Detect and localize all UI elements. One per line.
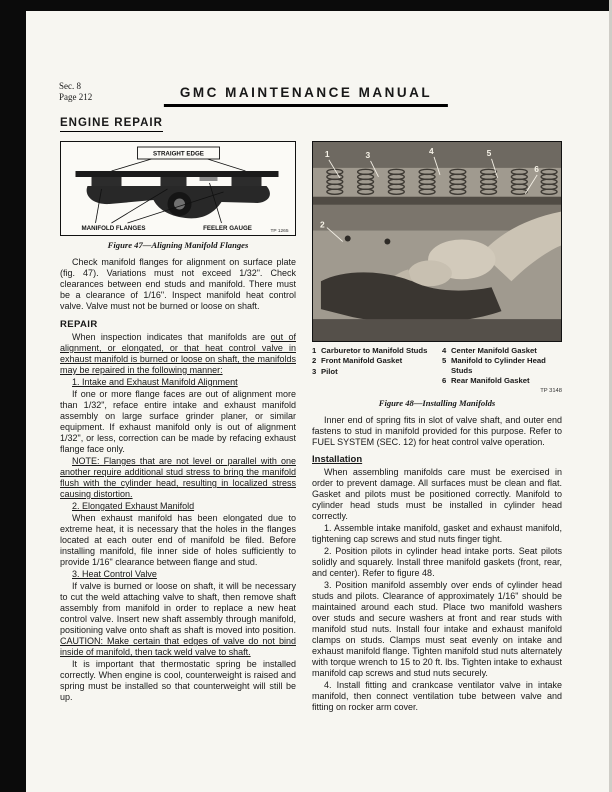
paragraph — [60, 257, 296, 312]
stud — [384, 239, 390, 245]
legend-label: Pilot — [321, 366, 338, 376]
text-run: When exhaust manifold has been elongated due to extreme heat, it is necessary that the holes in the flanges located at each outer end of manifold be filed. Before installing manifold, file inner side of holes sufficiently to provide 1/16" clearance between flange and stud. — [60, 513, 296, 567]
manual-title: GMC MAINTENANCE MANUAL — [164, 85, 448, 107]
text-run: If valve is burned or loose on shaft, it will be necessary to cut the weld attaching valve to shaft, then remove shaft assembly from manifold in order to replace a new heat control valve. Insert new shaft assembly through manifold, positioning valve onto shaft as shaft is moved into position. — [60, 581, 296, 635]
figure-48-caption: Figure 48—Installing Manifolds — [378, 397, 496, 408]
repair-heading: REPAIR — [60, 319, 98, 330]
engine-top-shadow — [313, 142, 561, 168]
left-column — [60, 141, 296, 714]
paragraph — [60, 659, 296, 703]
figure-47 — [60, 141, 296, 236]
text-run: Check manifold flanges for alignment on surface plate (fig. 47). Variations must not exceed 1/32". Check clearances between end studs and manifold. There must be a clearance of 1/16". Inspect manifold heat control valve. Valve must not be burned or loose on shaft. — [60, 257, 296, 311]
mechanic-hand — [408, 260, 452, 286]
numbered-heading — [60, 377, 296, 388]
legend-number: 5 — [442, 356, 447, 366]
legend-number: 4 — [442, 346, 447, 355]
paragraph — [60, 513, 296, 568]
figure-47-drawing — [61, 142, 295, 235]
text-run-underlined: NOTE: Flanges that are not level or parallel with one another require additional stud stress to bring the manifold flush with the cylinder head, resulting in localized stress causing distortion. — [60, 456, 296, 499]
plate-number: TP 3148 — [540, 387, 562, 394]
right-column — [312, 141, 562, 714]
paragraph — [60, 389, 296, 455]
text-run: If one or more flange faces are out of alignment more than 1/32", reface entire intake and exhaust manifold assembly on large surface grinder planer, or similar equipment. If exhaust manifold only is out of alignment 1/32", or less, correction can be made by refacing exhaust flange face only. — [60, 389, 296, 454]
manifold-flange-pad — [161, 177, 187, 187]
manifold-flange-pad — [92, 177, 122, 187]
straight-edge-bar — [76, 171, 279, 177]
legend-number: 3 — [312, 366, 317, 376]
figure-48-photo — [313, 142, 561, 341]
installation-heading: Installation — [312, 453, 363, 465]
text-run-underlined: CAUTION: Make certain that edges of valve do not bind inside of manifold, then tack weld valve to shaft. — [60, 636, 296, 657]
callout-5: 5 — [486, 147, 492, 158]
legend-number: 1 — [312, 346, 317, 355]
legend-number: 6 — [442, 376, 447, 386]
legend-item — [442, 346, 562, 355]
note-paragraph — [60, 456, 296, 500]
leader-line — [112, 159, 152, 171]
numbered-heading — [60, 569, 296, 580]
feeler-gauge-blade — [200, 177, 218, 181]
figure-48-legend — [312, 346, 562, 387]
legend-label: Carburetor to Manifold Studs — [321, 346, 428, 355]
text-run-underlined: 1. Intake and Exhaust Manifold Alignment — [72, 377, 238, 387]
figure-48 — [312, 141, 562, 342]
scan-edge-top — [0, 0, 612, 11]
legend-item — [442, 376, 562, 385]
legend-item — [312, 346, 432, 355]
callout-6: 6 — [534, 163, 539, 174]
legend-label: Manifold to Cylinder Head Studs — [451, 356, 546, 375]
section-number: Sec. 8 — [59, 81, 81, 91]
text-run: It is important that thermostatic spring be installed correctly. When engine is cool, counterweight is raised and spring must be installed so that counterweight will still be up. — [60, 659, 296, 702]
callout-1: 1 — [324, 148, 330, 159]
stud — [345, 236, 351, 242]
leader-line — [208, 159, 246, 171]
paragraph — [60, 581, 296, 658]
legend-column-left — [312, 346, 432, 387]
page-number: Page 212 — [59, 92, 93, 102]
text-run: When assembling manifolds care must be exercised in order to prevent damage. All surfaces must be clean and flat. Gasket and pilots must be positioned correctly. Manifold to cylinder head studs must be installed in cylinder head correctly. — [312, 466, 562, 521]
text-run: 1. Assemble intake manifold, gasket and exhaust manifold, tightening cap screws and stud nuts finger tight. — [312, 522, 562, 544]
manifold-flanges-label: MANIFOLD FLANGES — [81, 225, 146, 232]
legend-label: Rear Manifold Gasket — [451, 376, 530, 386]
legend-label: Center Manifold Gasket — [451, 346, 537, 355]
text-run: When inspection indicates that manifolds are — [72, 332, 271, 342]
text-run: 4. Install fitting and crankcase ventilator valve in intake manifold, then connect ventilation tube between valve and fitting on rocker arm cover. — [312, 679, 562, 712]
paragraph — [60, 332, 296, 376]
scan-edge-left — [0, 0, 26, 792]
text-run-underlined: 2. Elongated Exhaust Manifold — [72, 501, 195, 511]
legend-item — [312, 356, 432, 365]
paragraph — [312, 467, 562, 522]
legend-item — [312, 367, 432, 376]
figure-47-caption: Figure 47—Aligning Manifold Flanges — [107, 240, 249, 250]
text-run-underlined: out of alignment, or elongated, or that heat control valve in exhaust manifold is burned or loose on shaft, the manifolds may be repaired in the following manner: — [60, 332, 296, 375]
legend-item — [442, 356, 562, 375]
manifold-flange-pad — [232, 177, 262, 187]
section-page-indicator — [59, 81, 92, 103]
plate-number: TP 1265 — [270, 229, 289, 234]
photo-bottom-shadow — [313, 319, 561, 341]
text-run: 2. Position pilots in cylinder head intake ports. Seat pilots solidly and squarely. Install three manifold gaskets (front, rear, and center). Refer to figure 48. — [312, 545, 562, 578]
text-run-underlined: 3. Heat Control Valve — [72, 569, 157, 579]
two-column-layout — [60, 141, 562, 714]
page-title: ENGINE REPAIR — [60, 117, 163, 132]
callout-3: 3 — [365, 149, 371, 160]
callout-2: 2 — [319, 219, 325, 230]
text-run: 3. Position manifold assembly over ends of cylinder head studs and pilots. Clearance of approximately 1/16" should be maintained around each stud. Place two manifold washers over studs and secure washers at front and rear studs with manifold stud nuts. Install four intake and exhaust manifold clamps on studs. Clamps must seat evenly on intake and exhaust manifold flange. Tighten manifold stud nuts alternately with torque wrench to 15 to 20 ft. lbs. Tighten intake to exhaust manifold cap screws and stud nuts securely. — [312, 579, 562, 678]
callout-4: 4 — [429, 145, 434, 156]
straight-edge-label: STRAIGHT EDGE — [153, 150, 204, 158]
paragraph — [312, 580, 562, 679]
text-run: Inner end of spring fits in slot of valve shaft, and outer end fastens to stud in manifold provided for this purpose. Refer to FUEL SYSTEM (SEC. 12) for heat control valve operation. — [312, 414, 562, 447]
numbered-heading — [60, 501, 296, 512]
legend-number: 2 — [312, 356, 317, 366]
legend-column-right — [442, 346, 562, 387]
paragraph — [312, 546, 562, 579]
paragraph — [312, 415, 562, 448]
paragraph — [312, 680, 562, 713]
legend-label: Front Manifold Gasket — [321, 356, 403, 366]
feeler-gauge-label: FEELER GAUGE — [203, 225, 252, 232]
paragraph — [312, 523, 562, 545]
